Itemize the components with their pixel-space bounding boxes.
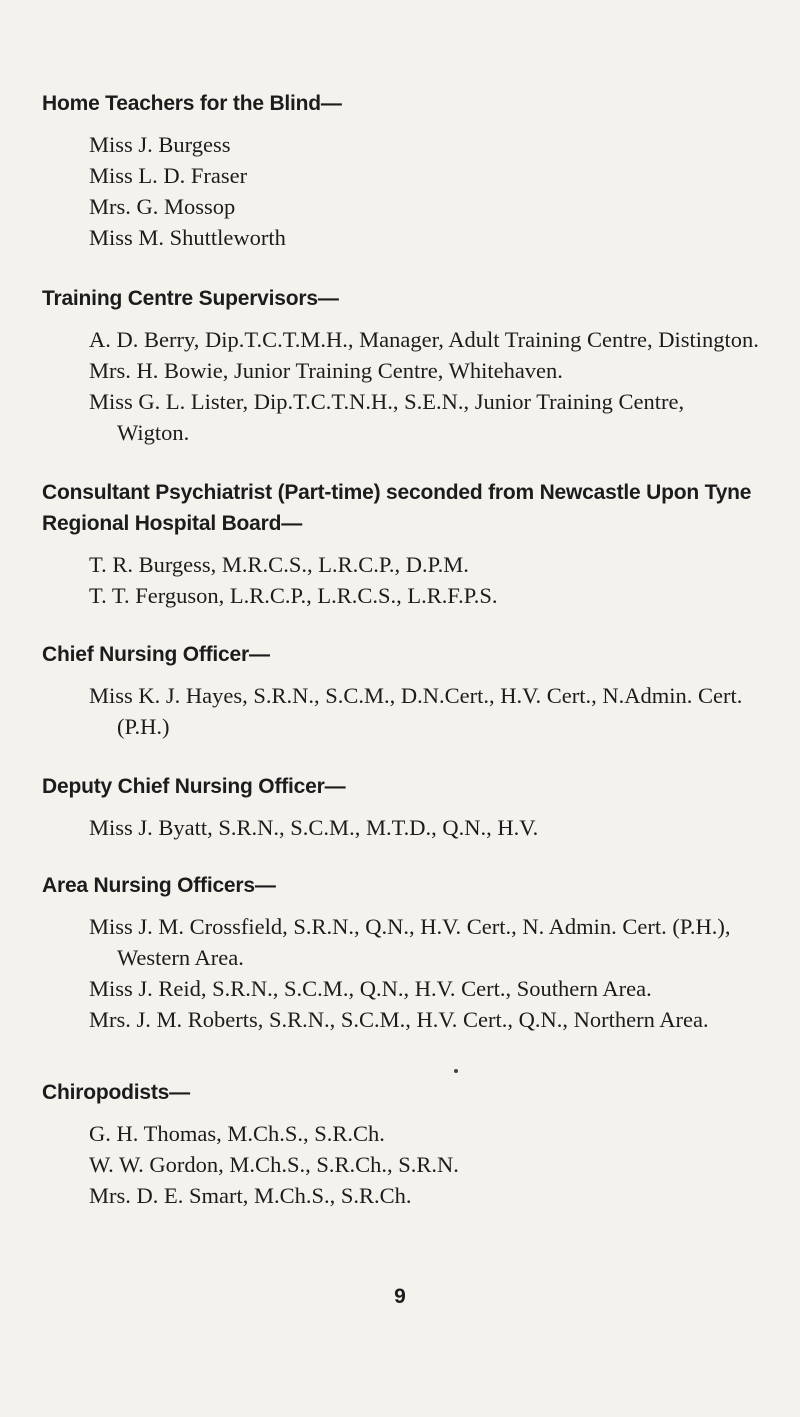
section-area-nursing-officers bbox=[42, 870, 760, 1035]
staff-entry: T. T. Ferguson, L.R.C.P., L.R.C.S., L.R.F.P.S. bbox=[89, 583, 498, 608]
entry-list bbox=[89, 680, 760, 742]
entry-list bbox=[89, 549, 760, 611]
section-heading: Training Centre Supervisors— bbox=[42, 287, 339, 310]
entry-list bbox=[89, 911, 760, 1035]
section-chief-nursing-officer bbox=[42, 639, 760, 742]
print-speck bbox=[454, 1069, 458, 1073]
section-home-teachers bbox=[42, 88, 760, 253]
staff-entry: Miss J. Burgess bbox=[89, 132, 231, 157]
staff-entry: W. W. Gordon, M.Ch.S., S.R.Ch., S.R.N. bbox=[89, 1152, 459, 1177]
section-heading: Consultant Psychiatrist (Part-time) seconded from Newcastle Upon Tyne Regional Hospital Board— bbox=[42, 481, 752, 535]
section-heading: Chief Nursing Officer— bbox=[42, 643, 270, 666]
section-training-centre-supervisors bbox=[42, 283, 760, 448]
section-chiropodists bbox=[42, 1077, 760, 1211]
entry-list bbox=[89, 129, 760, 253]
staff-entry: Miss J. Byatt, S.R.N., S.C.M., M.T.D., Q.N., H.V. bbox=[89, 815, 539, 840]
staff-entry: A. D. Berry, Dip.T.C.T.M.H., Manager, Adult Training Centre, Distington. bbox=[89, 327, 759, 352]
section-heading: Area Nursing Officers— bbox=[42, 874, 276, 897]
staff-entry: T. R. Burgess, M.R.C.S., L.R.C.P., D.P.M. bbox=[89, 552, 469, 577]
section-heading: Chiropodists— bbox=[42, 1081, 190, 1104]
staff-entry: Miss L. D. Fraser bbox=[89, 163, 248, 188]
entry-list bbox=[89, 812, 760, 843]
section-heading: Home Teachers for the Blind— bbox=[42, 92, 342, 115]
staff-entry: Mrs. H. Bowie, Junior Training Centre, Whitehaven. bbox=[89, 358, 563, 383]
section-heading: Deputy Chief Nursing Officer— bbox=[42, 775, 346, 798]
staff-entry: Mrs. D. E. Smart, M.Ch.S., S.R.Ch. bbox=[89, 1183, 412, 1208]
staff-entry: G. H. Thomas, M.Ch.S., S.R.Ch. bbox=[89, 1121, 385, 1146]
staff-entry: Miss K. J. Hayes, S.R.N., S.C.M., D.N.Cert., H.V. Cert., N.Admin. Cert. (P.H.) bbox=[89, 683, 743, 739]
entry-list bbox=[89, 324, 760, 448]
staff-entry: Miss M. Shuttleworth bbox=[89, 225, 286, 250]
staff-entry: Miss G. L. Lister, Dip.T.C.T.N.H., S.E.N., Junior Training Centre, Wigton. bbox=[89, 389, 685, 445]
staff-entry: Mrs. J. M. Roberts, S.R.N., S.C.M., H.V. Cert., Q.N., Northern Area. bbox=[89, 1007, 709, 1032]
section-consultant-psychiatrist bbox=[42, 477, 760, 611]
staff-entry: Miss J. Reid, S.R.N., S.C.M., Q.N., H.V. Cert., Southern Area. bbox=[89, 976, 652, 1001]
staff-entry: Mrs. G. Mossop bbox=[89, 194, 236, 219]
entry-list bbox=[89, 1118, 760, 1211]
section-deputy-chief-nursing-officer bbox=[42, 771, 760, 843]
staff-entry: Miss J. M. Crossfield, S.R.N., Q.N., H.V. Cert., N. Admin. Cert. (P.H.), Western Area. bbox=[89, 914, 731, 970]
page-number: 9 bbox=[394, 1285, 406, 1308]
